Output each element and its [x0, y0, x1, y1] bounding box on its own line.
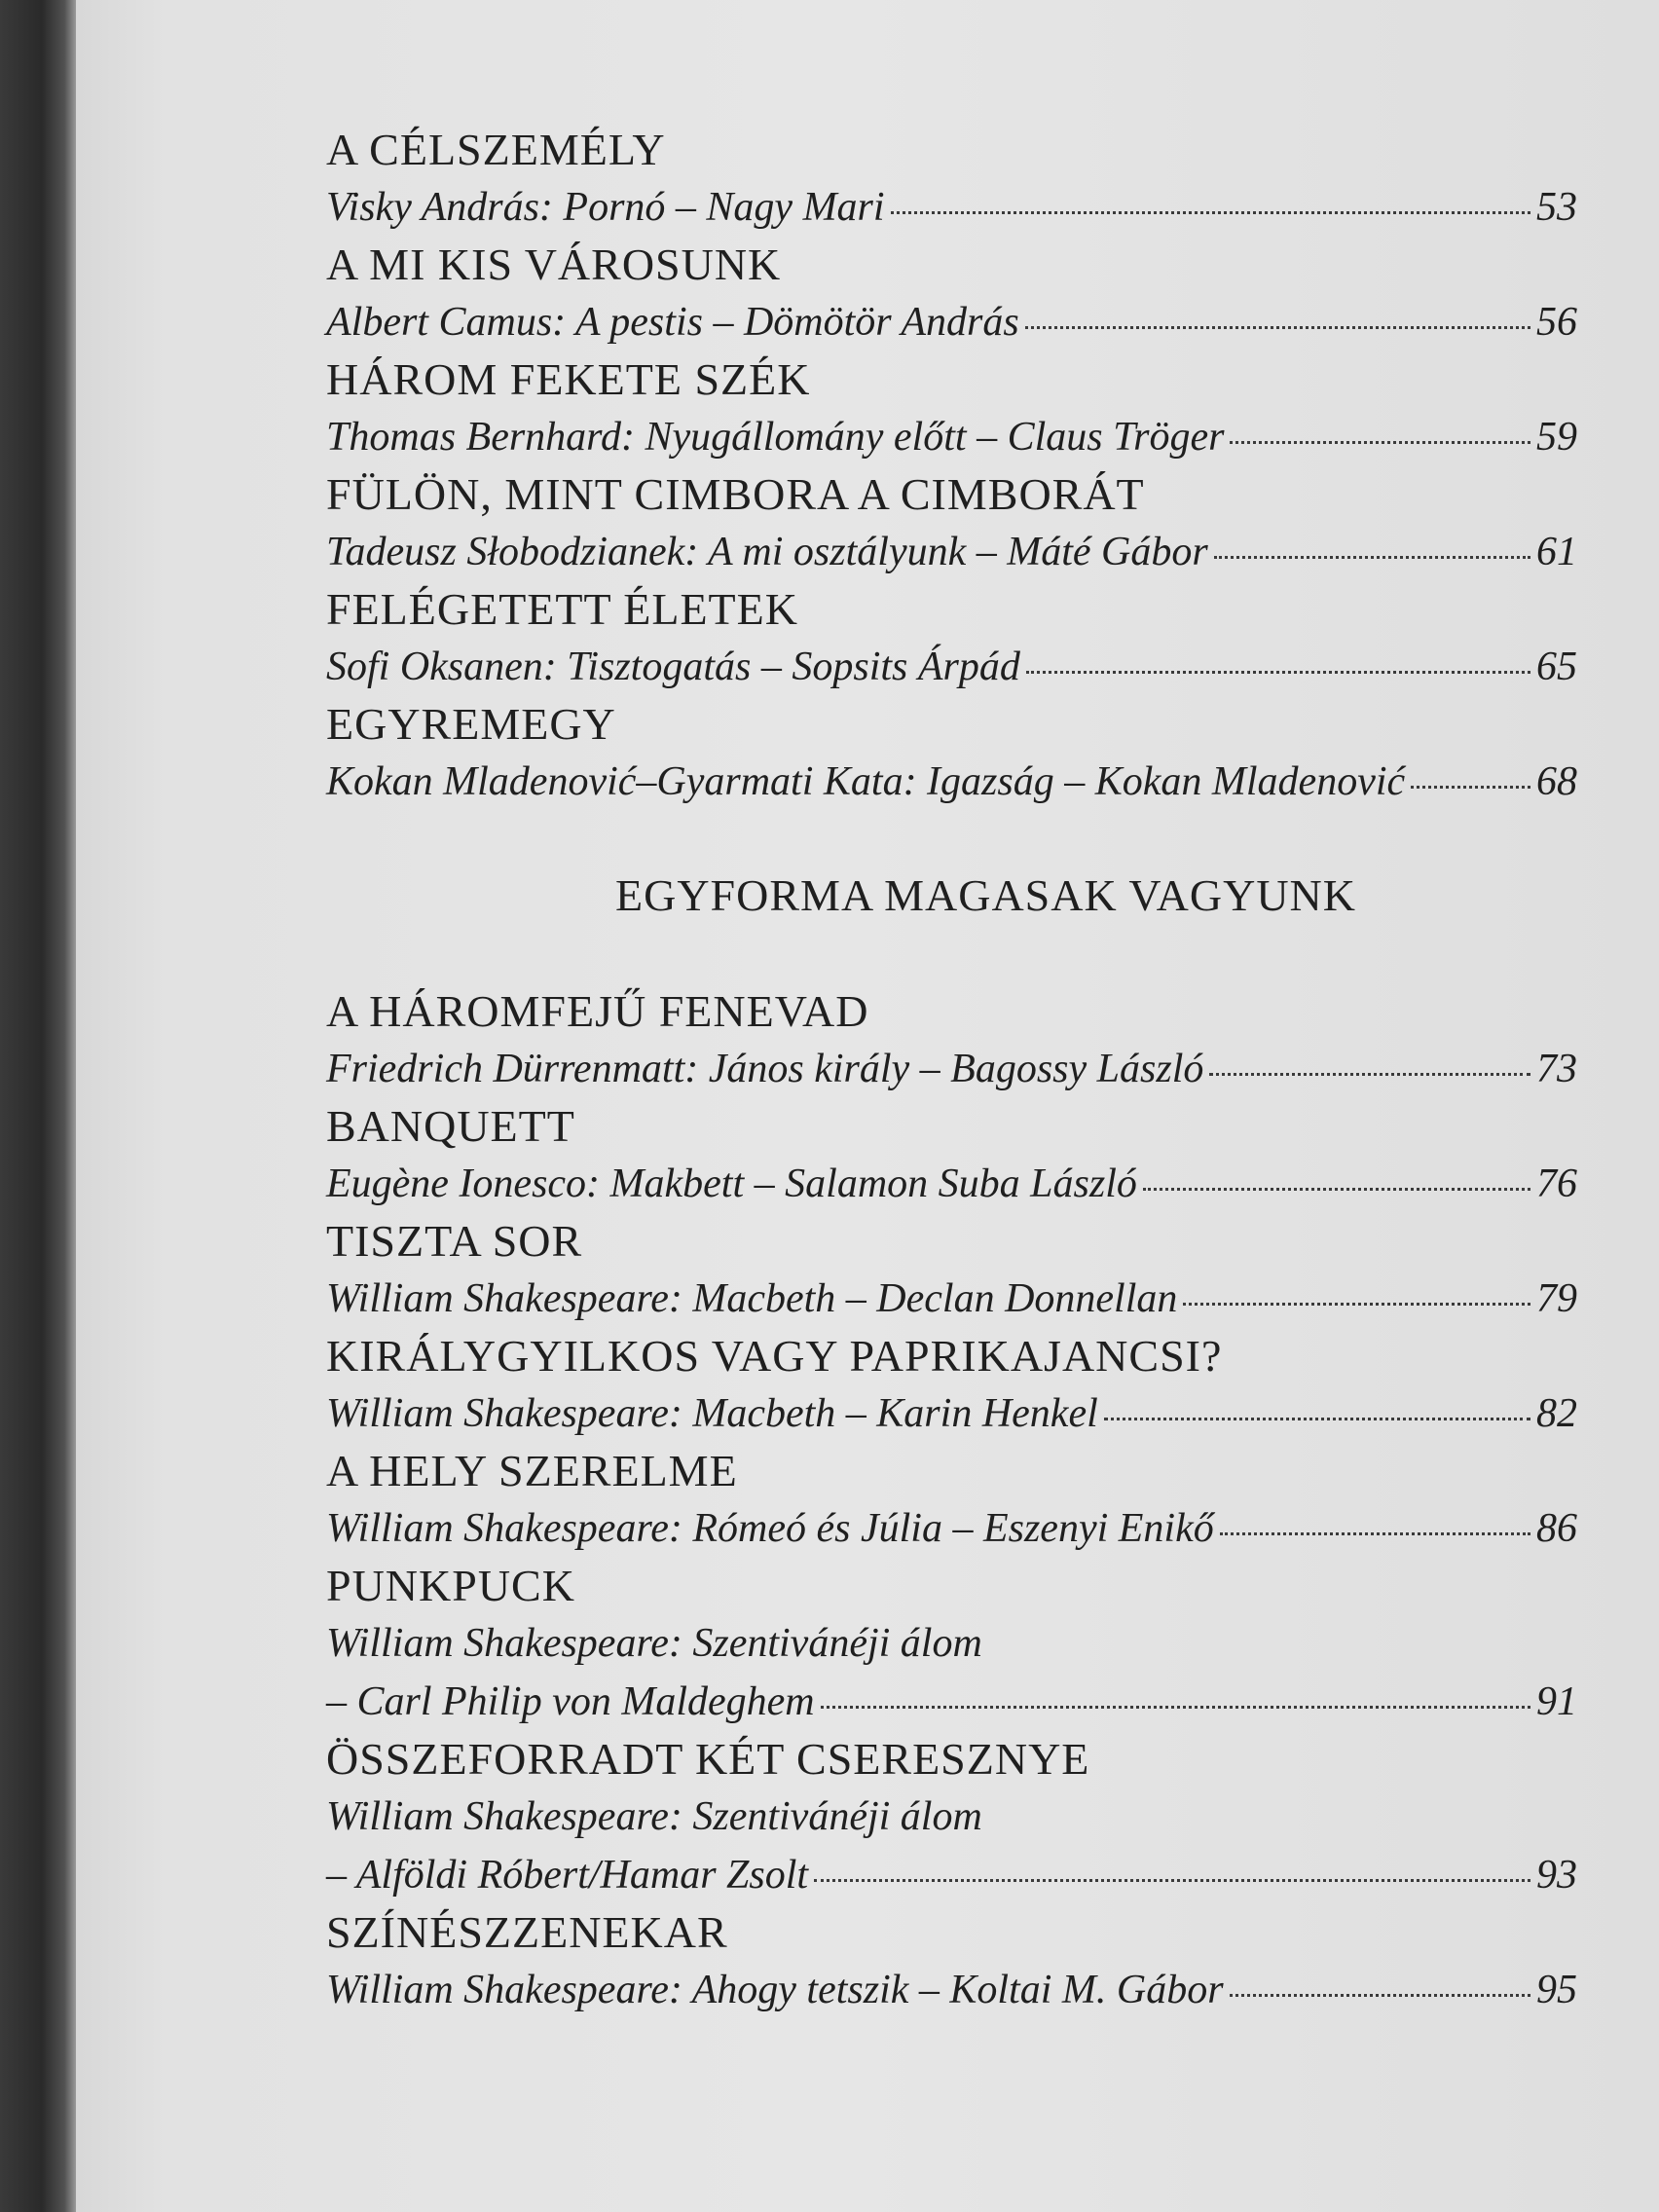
entry-page-number: 59 [1536, 415, 1577, 460]
entry-author-work: Tadeusz Słobodzianek: A mi osztályunk – Máté Gábor [326, 530, 1208, 574]
entry-page-number: 65 [1536, 645, 1577, 689]
entry-line [326, 753, 1577, 811]
toc-entry [326, 1731, 1577, 1904]
dot-leader [1026, 671, 1530, 674]
toc-entry [326, 466, 1577, 581]
entry-page-number: 56 [1536, 300, 1577, 345]
entry-title: FELÉGETETT ÉLETEK [326, 584, 798, 634]
entry-page-number: 76 [1536, 1161, 1577, 1206]
entry-page-number: 53 [1536, 185, 1577, 230]
toc-entry [326, 581, 1577, 696]
dot-leader [1214, 556, 1530, 559]
entry-author-work: Kokan Mladenović–Gyarmati Kata: Igazság – Kokan Mladenović [326, 759, 1406, 804]
entry-line [326, 1846, 1577, 1904]
toc-entry [326, 122, 1577, 237]
entry-line [326, 1270, 1577, 1328]
entry-line-first [326, 1614, 1577, 1673]
entry-page-number: 82 [1536, 1391, 1577, 1436]
entry-director: – Carl Philip von Maldeghem [326, 1679, 815, 1724]
toc-entry [326, 237, 1577, 351]
entry-line [326, 1673, 1577, 1731]
book-spine [0, 0, 76, 2212]
dot-leader [891, 211, 1530, 214]
entry-author-work: Friedrich Dürrenmatt: János király – Bagossy László [326, 1047, 1204, 1091]
entry-page-number: 73 [1536, 1047, 1577, 1091]
entry-author-work: William Shakespeare: Macbeth – Karin Henkel [326, 1391, 1098, 1436]
entry-author-work: Visky András: Pornó – Nagy Mari [326, 185, 885, 230]
entry-title: A HELY SZERELME [326, 1446, 738, 1495]
entry-author-work: Eugène Ionesco: Makbett – Salamon Suba László [326, 1161, 1137, 1206]
entry-author-work: Albert Camus: A pestis – Dömötör András [326, 300, 1019, 345]
entry-line [326, 1499, 1577, 1558]
dot-leader [1220, 1532, 1530, 1535]
entry-title: A HÁROMFEJŰ FENEVAD [326, 986, 869, 1036]
entry-line [326, 1155, 1577, 1213]
dot-leader [1230, 1994, 1530, 1997]
entry-title: TISZTA SOR [326, 1216, 583, 1266]
toc-entry [326, 1328, 1577, 1443]
entry-author-work: William Shakespeare: Ahogy tetszik – Koltai M. Gábor [326, 1968, 1224, 2012]
entry-title: A MI KIS VÁROSUNK [326, 240, 782, 289]
toc-entry [326, 1904, 1577, 2019]
toc-entry [326, 1443, 1577, 1558]
entry-title: SZÍNÉSZZENEKAR [326, 1907, 728, 1957]
dot-leader [821, 1706, 1530, 1709]
toc-entry [326, 1213, 1577, 1328]
entry-title: KIRÁLYGYILKOS VAGY PAPRIKAJANCSI? [326, 1331, 1223, 1381]
entry-title: A CÉLSZEMÉLY [326, 125, 666, 174]
entry-line [326, 178, 1577, 237]
toc-entry [326, 1098, 1577, 1213]
entry-page-number: 91 [1536, 1679, 1577, 1724]
toc-entry [326, 983, 1577, 1098]
dot-leader [1209, 1073, 1530, 1076]
entry-author-work: William Shakespeare: Szentivánéji álom [326, 1621, 982, 1666]
entry-title: BANQUETT [326, 1101, 575, 1151]
toc-entry [326, 351, 1577, 466]
entry-author-work: Sofi Oksanen: Tisztogatás – Sopsits Árpád [326, 645, 1020, 689]
section-heading: EGYFORMA MAGASAK VAGYUNK [615, 870, 1356, 920]
dot-leader [1143, 1188, 1530, 1191]
entry-author-work: William Shakespeare: Szentivánéji álom [326, 1794, 982, 1839]
entry-director: – Alföldi Róbert/Hamar Zsolt [326, 1853, 809, 1898]
dot-leader [1230, 441, 1530, 444]
entry-line-first [326, 1788, 1577, 1846]
entry-line [326, 1961, 1577, 2019]
entry-author-work: Thomas Bernhard: Nyugállomány előtt – Claus Tröger [326, 415, 1225, 460]
entry-line [326, 1384, 1577, 1443]
toc-entry [326, 696, 1577, 811]
entry-title: HÁROM FEKETE SZÉK [326, 354, 811, 404]
entry-page-number: 79 [1536, 1276, 1577, 1321]
entry-page-number: 95 [1536, 1968, 1577, 2012]
entry-page-number: 68 [1536, 759, 1577, 804]
dot-leader [814, 1879, 1530, 1882]
entry-title: FÜLÖN, MINT CIMBORA A CIMBORÁT [326, 469, 1145, 519]
entry-line [326, 408, 1577, 466]
dot-leader [1104, 1418, 1530, 1420]
entry-line [326, 1040, 1577, 1098]
toc-entry [326, 1558, 1577, 1731]
entry-author-work: William Shakespeare: Rómeó és Júlia – Eszenyi Enikő [326, 1506, 1214, 1551]
entry-title: PUNKPUCK [326, 1561, 575, 1610]
table-of-contents [326, 122, 1577, 2019]
entry-page-number: 93 [1536, 1853, 1577, 1898]
entry-page-number: 86 [1536, 1506, 1577, 1551]
dot-leader [1411, 786, 1530, 789]
entry-line [326, 293, 1577, 351]
dot-leader [1025, 326, 1530, 329]
entry-author-work: William Shakespeare: Macbeth – Declan Donnellan [326, 1276, 1178, 1321]
dot-leader [1183, 1303, 1530, 1306]
entry-title: EGYREMEGY [326, 699, 616, 749]
entry-line [326, 638, 1577, 696]
entry-page-number: 61 [1536, 530, 1577, 574]
entry-line [326, 523, 1577, 581]
entry-title: ÖSSZEFORRADT KÉT CSERESZNYE [326, 1734, 1090, 1784]
